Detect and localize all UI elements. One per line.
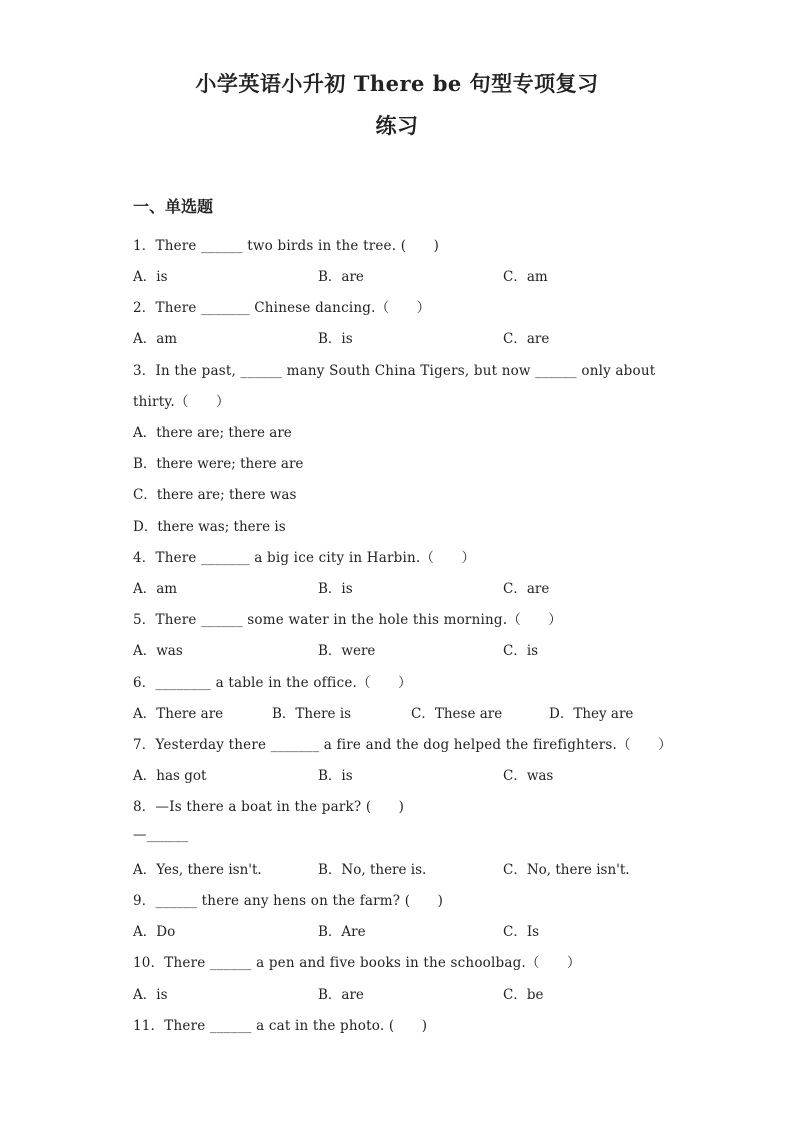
question-4-option-a: A．am [133, 581, 178, 597]
question-4-stem: 4．There _______ a big ice city in Harbin.（ ） [133, 550, 476, 566]
question-7-option-a: A．has got [133, 768, 207, 784]
question-6-option-d: D．They are [549, 706, 634, 722]
question-10-option-b: B．are [318, 987, 364, 1003]
question-2-option-c: C．are [503, 331, 550, 347]
question-2-option-b: B．is [318, 331, 353, 347]
question-3-option-c: C．there are; there was [133, 487, 297, 503]
question-9-option-a: A．Do [133, 924, 176, 940]
question-1-option-b: B．are [318, 269, 364, 285]
question-7-stem: 7．Yesterday there _______ a fire and the dog helped the firefighters.（ ） [133, 737, 672, 753]
question-5-option-c: C．is [503, 643, 539, 659]
question-6-stem: 6．________ a table in the office.（ ） [133, 675, 412, 691]
question-10-option-c: C．be [503, 987, 544, 1003]
question-9-stem: 9．______ there any hens on the farm? ( ) [133, 893, 444, 909]
question-6-option-b: B．There is [272, 706, 352, 722]
question-8-answer-blank: —______ [133, 827, 189, 843]
question-4-option-c: C．are [503, 581, 550, 597]
question-5-stem: 5．There ______ some water in the hole this morning.（ ） [133, 612, 563, 628]
question-3-option-b: B．there were; there are [133, 456, 304, 472]
question-1-option-a: A．is [133, 269, 168, 285]
question-7-option-c: C．was [503, 768, 554, 784]
question-8-option-b: B．No, there is. [318, 862, 427, 878]
question-7-option-b: B．is [318, 768, 353, 784]
question-9-option-b: B．Are [318, 924, 366, 940]
question-10-stem: 10．There ______ a pen and five books in the schoolbag.（ ） [133, 955, 581, 971]
question-1-option-c: C．am [503, 269, 548, 285]
question-9-option-c: C．Is [503, 924, 540, 940]
question-4-option-b: B．is [318, 581, 353, 597]
question-6-option-c: C．These are [411, 706, 503, 722]
question-8-stem: 8．—Is there a boat in the park? ( ) [133, 799, 405, 815]
section-heading: 一、单选题 [133, 197, 214, 216]
question-8-option-a: A．Yes, there isn't. [133, 862, 262, 878]
question-3-stem-continued: thirty.（ ） [133, 394, 230, 410]
question-2-option-a: A．am [133, 331, 178, 347]
question-3-stem: 3．In the past, ______ many South China Tigers, but now ______ only about [133, 363, 656, 379]
question-10-option-a: A．is [133, 987, 168, 1003]
question-6-option-a: A．There are [133, 706, 224, 722]
question-5-option-b: B．were [318, 643, 376, 659]
document-title: 小学英语小升初 There be 句型专项复习 [195, 71, 599, 96]
question-3-option-d: D．there was; there is [133, 519, 286, 535]
document-title-line2: 练习 [375, 113, 419, 138]
question-5-option-a: A．was [133, 643, 183, 659]
question-8-option-c: C．No, there isn't. [503, 862, 630, 878]
question-3-option-a: A．there are; there are [133, 425, 292, 441]
question-2-stem: 2．There _______ Chinese dancing.（ ） [133, 300, 431, 316]
question-11-stem: 11．There ______ a cat in the photo. ( ) [133, 1018, 428, 1034]
question-1-stem: 1．There ______ two birds in the tree. ( ) [133, 238, 440, 254]
